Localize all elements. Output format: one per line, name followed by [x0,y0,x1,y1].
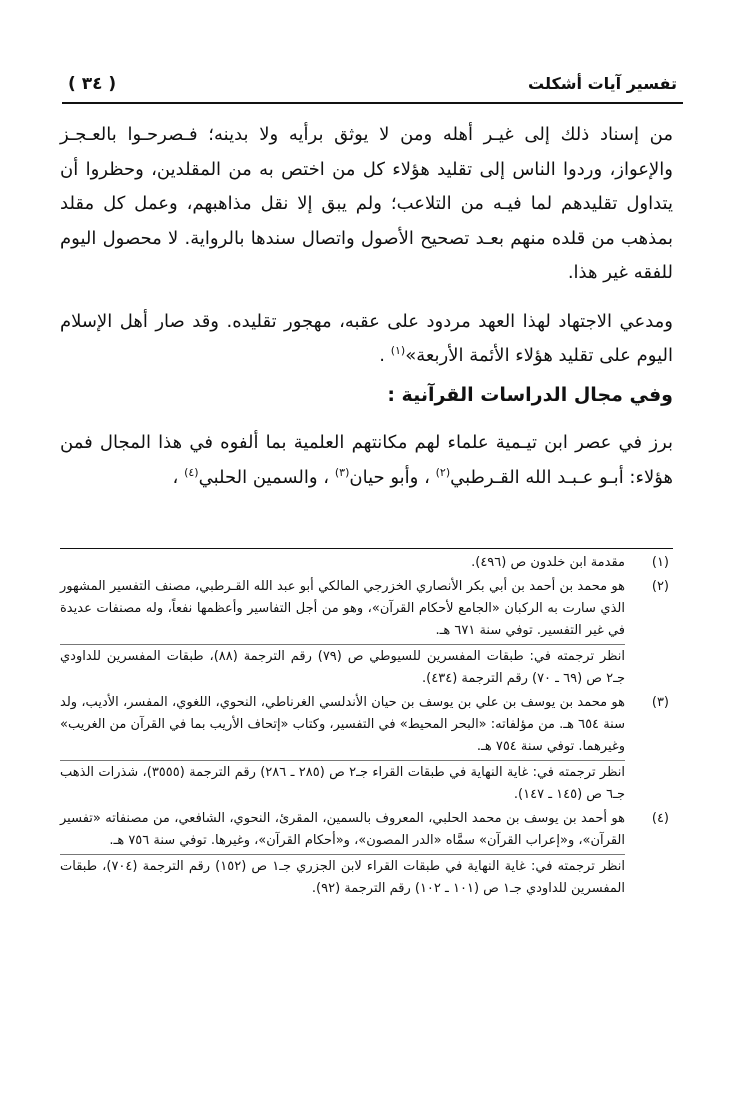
paragraph-2 [60,305,673,374]
footnote-1 [60,552,669,574]
footnote-2 [60,576,669,690]
paragraph-1: من إسناد ذلك إلى غيـر أهله ومن لا يوثق برأيه ولا بدينه؛ فـصرحـوا بالعـجـز والإعواز، وردوا الناس إلى تقليد هؤلاء كل من اختص به من المقلدين، وحظروا أن يتداول تقليدهم لما فيـه من التلاعب؛ ولم يبق إلا نقل مذاهبهم، وعمل كل مقلد بمذهب من قلده منهم بعـد تصحيح الأصول واتصال سندها بالرواية. لا محصول اليوم للفقه غير هذا. [60,124,673,283]
paragraph-2-end: . [379,345,391,366]
footnote-source: انظر ترجمته في: غاية النهاية في طبقات القراء لابن الجزري جـ١ ص (١٥٢) رقم الترجمة (٧٠٤)، طبقات المفسرين للداودي جـ١ ص (١٠١ ـ ١٠٢) رقم الترجمة (٩٢). [60,854,625,900]
paragraph-3 [60,426,673,495]
footnote-number: (٤) [651,811,669,826]
footnotes [60,552,669,900]
header-rule [62,102,683,104]
footnote-ref-1[interactable]: (١) [390,344,406,357]
footnote-number: (٢) [651,579,669,594]
running-title: تفسير آيات أشكلت [528,74,677,93]
footnote-number: (١) [651,555,669,570]
page-header [62,66,683,100]
footnote-text: هو محمد بن يوسف بن علي بن يوسف بن حيان الأندلسي الغرناطي، النحوي، اللغوي، المفسر، الأديب، ولد سنة ٦٥٤ هـ. من مؤلفاته: «البحر المحيط» في التفسير، وكتاب «إتحاف الأريب بما في القرآن من الغريب» وغيرهما. توفي سنة ٧٥٤ هـ. [60,695,625,754]
footnote-ref-4[interactable]: (٤) [184,465,199,479]
footnote-text: هو محمد بن أحمد بن أبي بكر الأنصاري الخزرجي المالكي أبو عبد الله القـرطبي، مصنف التفسير المشهور الذي سارت به الركبان «الجامع لأحكام القرآن»، وهو من أجل التفاسير وأعظمها نفعاً، وله مصنفات عديدة في غير التفسير. توفي سنة ٦٧١ هـ. [60,579,625,638]
footnote-ref-2[interactable]: (٢) [435,465,451,479]
section-heading: وفي مجال الدراسات القرآنية : [387,383,673,406]
footnote-ref-3[interactable]: (٣) [334,465,350,479]
footnote-text: مقدمة ابن خلدون ص (٤٩٦). [471,555,625,570]
paragraph-3-mid2: ، والسمين الحلبي [198,466,335,488]
footnote-3 [60,692,669,806]
footnote-source: انظر ترجمته في: غاية النهاية في طبقات القراء جـ٢ ص (٢٨٥ ـ ٢٨٦) رقم الترجمة (٣٥٥٥)، شذرات الذهب جـ٦ ص (١٤٥ ـ ١٤٧). [60,760,625,806]
footnote-4 [60,808,669,900]
paragraph-3-start: برز في عصر ابن تيـمية علماء لهم مكانتهم العلمية بما ألفوه في هذا المجال فمن هؤلاء: أبـو عـبـد الله القـرطبي [60,432,673,488]
footnote-number: (٣) [651,695,669,710]
paragraph-2-text: ومدعي الاجتهاد لهذا العهد مردود على عقبه، مهجور تقليده. وقد صار أهل الإسلام اليوم على تقليد هؤلاء الأئمة الأربعة» [60,310,673,366]
footnote-text: هو أحمد بن يوسف بن محمد الحلبي، المعروف بالسمين، المقرئ، النحوي، الشافعي، من مصنفاته «تفسير القرآن»، و«إعراب القرآن» سمَّاه «الدر المصون»، و«أحكام القرآن»، وغيرها. توفي سنة ٧٥٦ هـ. [60,811,625,848]
paragraph-3-end: ، [172,466,185,488]
footnote-source: انظر ترجمته في: طبقات المفسرين للسيوطي ص (٧٩) رقم الترجمة (٨٨)، طبقات المفسرين للداودي جـ٢ ص (٦٩ ـ ٧٠) رقم الترجمة (٤٣٤). [60,644,625,690]
page-number: ( ٣٤ ) [68,74,117,94]
footnote-separator [60,548,673,549]
main-text [60,118,673,495]
paragraph-3-mid1: ، وأبو حيان [349,466,436,488]
